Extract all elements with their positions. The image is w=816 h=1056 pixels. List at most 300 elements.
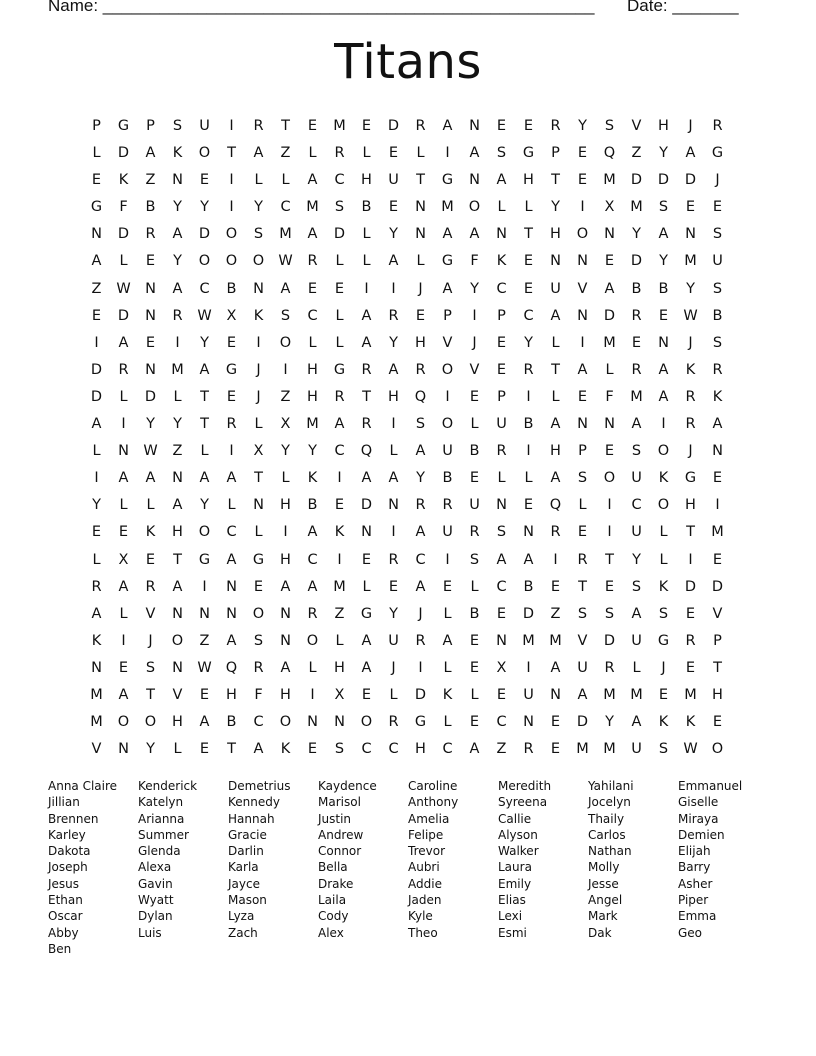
grid-letter: G	[117, 118, 130, 134]
grid-letter: C	[307, 307, 318, 324]
word-list-item: Gavin	[138, 876, 173, 891]
grid-letter: A	[550, 470, 561, 487]
grid-letter: S	[577, 605, 588, 622]
grid-letter: R	[469, 524, 480, 541]
grid-letter: O	[657, 497, 670, 514]
word-list-item	[588, 941, 678, 957]
grid-letter: A	[469, 145, 480, 162]
grid-letter: L	[308, 659, 317, 676]
grid-letter: X	[226, 307, 237, 324]
grid-letter: M	[171, 361, 184, 378]
grid-letter: L	[497, 470, 506, 487]
grid-letter: J	[418, 280, 423, 297]
word-list-item: Kennedy	[228, 795, 280, 810]
grid-letter: N	[91, 226, 102, 243]
grid-letter: L	[308, 145, 317, 162]
word-list-item: Hannah	[228, 811, 275, 826]
grid-letter: R	[415, 118, 426, 134]
grid-letter: A	[415, 443, 426, 460]
word-list-item: Elijah	[678, 844, 711, 859]
grid-letter: A	[388, 470, 399, 487]
grid-letter: L	[335, 253, 344, 270]
grid-letter: E	[415, 307, 426, 324]
grid-letter: O	[198, 145, 211, 162]
grid-letter: N	[523, 524, 534, 541]
grid-letter: H	[307, 361, 318, 378]
grid-letter: R	[415, 497, 426, 514]
grid-letter: L	[470, 686, 479, 703]
grid-letter: D	[657, 172, 670, 189]
grid-letter: C	[253, 714, 264, 731]
grid-letter: Y	[632, 226, 641, 243]
word-list-item: Ethan	[48, 893, 83, 908]
grid-letter: E	[334, 280, 345, 297]
grid-letter: K	[685, 714, 696, 731]
grid-letter: T	[551, 361, 560, 378]
grid-letter: I	[715, 497, 720, 514]
grid-letter: K	[118, 172, 129, 189]
grid-letter: D	[684, 578, 697, 595]
grid-letter: M	[603, 334, 616, 351]
grid-letter: E	[199, 686, 210, 703]
grid-letter: A	[118, 686, 129, 703]
grid-letter: N	[145, 307, 156, 324]
grid-letter: M	[603, 741, 616, 758]
grid-letter: Y	[605, 714, 614, 731]
grid-letter: G	[522, 145, 535, 162]
word-list-item: Andrew	[318, 827, 364, 842]
grid-letter: T	[173, 551, 182, 568]
grid-letter: V	[172, 686, 183, 703]
grid-letter: S	[334, 741, 345, 758]
word-list-item: Glenda	[138, 844, 181, 859]
grid-letter: R	[388, 551, 399, 568]
grid-letter: Y	[200, 334, 209, 351]
grid-letter: H	[334, 659, 345, 676]
grid-letter: I	[256, 334, 261, 351]
word-list-item: Lyza	[228, 909, 255, 924]
grid-letter: G	[441, 172, 454, 189]
grid-letter: E	[712, 199, 723, 216]
grid-letter: N	[577, 253, 588, 270]
grid-letter: A	[658, 388, 669, 405]
grid-letter: T	[524, 226, 533, 243]
grid-letter: R	[631, 361, 642, 378]
grid-letter: R	[334, 145, 345, 162]
grid-letter: E	[388, 199, 399, 216]
grid-letter: E	[253, 578, 264, 595]
grid-letter: H	[388, 388, 399, 405]
grid-letter: H	[550, 443, 561, 460]
grid-letter: A	[307, 226, 318, 243]
word-list-item: Wyatt	[138, 893, 174, 908]
grid-letter: I	[445, 145, 450, 162]
grid-letter: R	[388, 714, 399, 731]
grid-letter: H	[550, 226, 561, 243]
grid-letter: L	[443, 659, 452, 676]
grid-letter: F	[470, 253, 479, 270]
grid-letter: N	[469, 172, 480, 189]
grid-letter: U	[631, 470, 642, 487]
word-list-item: Yahilani	[588, 779, 634, 793]
grid-letter: A	[307, 172, 318, 189]
grid-letter: E	[523, 253, 534, 270]
grid-letter: I	[364, 280, 369, 297]
grid-letter: O	[306, 632, 319, 649]
grid-letter: D	[603, 307, 616, 324]
grid-letter: B	[523, 578, 534, 595]
word-list-item: Kaydence	[318, 779, 377, 793]
grid-letter: N	[496, 226, 507, 243]
grid-letter: V	[577, 632, 588, 649]
grid-letter: G	[441, 253, 454, 270]
grid-letter: I	[445, 388, 450, 405]
grid-letter: W	[278, 253, 293, 270]
grid-letter: O	[198, 524, 211, 541]
grid-letter: N	[523, 714, 534, 731]
grid-letter: E	[469, 632, 480, 649]
grid-letter: A	[388, 253, 399, 270]
grid-letter: A	[361, 334, 372, 351]
grid-letter: E	[361, 686, 372, 703]
grid-letter: N	[253, 280, 264, 297]
grid-letter: M	[90, 714, 103, 731]
grid-letter: A	[469, 226, 480, 243]
grid-letter: N	[415, 199, 426, 216]
word-list-item: Oscar	[48, 909, 83, 924]
word-list-item: Amelia	[408, 811, 450, 826]
word-list-item: Piper	[678, 893, 709, 908]
grid-letter: N	[577, 416, 588, 433]
grid-letter: T	[227, 145, 236, 162]
word-list-item: Miraya	[678, 811, 719, 826]
grid-letter: J	[472, 334, 477, 351]
grid-letter: A	[388, 361, 399, 378]
word-list-item: Meredith	[498, 779, 552, 793]
grid-letter: L	[470, 416, 479, 433]
grid-letter: R	[361, 416, 372, 433]
word-list-item: Bella	[318, 860, 348, 875]
grid-letter: Z	[550, 605, 561, 622]
grid-letter: N	[226, 605, 237, 622]
word-list-item: Abby	[48, 925, 79, 940]
grid-letter: E	[361, 118, 372, 134]
grid-letter: L	[119, 497, 128, 514]
word-list-item: Carlos	[588, 827, 626, 842]
grid-letter: L	[92, 443, 101, 460]
grid-letter: Z	[496, 741, 507, 758]
grid-letter: Y	[551, 199, 560, 216]
grid-letter: D	[198, 226, 211, 243]
word-list-item: Luis	[138, 925, 162, 940]
grid-letter: G	[657, 632, 670, 649]
grid-letter: Y	[659, 253, 668, 270]
grid-letter: O	[171, 632, 184, 649]
grid-letter: R	[604, 659, 615, 676]
word-list-item: Jesus	[48, 876, 80, 891]
word-list-item	[318, 941, 408, 957]
grid-letter: A	[280, 578, 291, 595]
grid-letter: E	[523, 118, 534, 134]
grid-letter: O	[279, 714, 292, 731]
grid-letter: Z	[280, 388, 291, 405]
grid-letter: I	[121, 416, 126, 433]
grid-letter: H	[415, 741, 426, 758]
grid-letter: N	[118, 741, 129, 758]
grid-letter: G	[333, 361, 346, 378]
grid-letter: E	[91, 307, 102, 324]
word-list-item: Asher	[678, 876, 713, 891]
grid-letter: C	[523, 307, 534, 324]
grid-letter: G	[360, 605, 373, 622]
word-list-item: Summer	[138, 827, 189, 842]
grid-letter: B	[226, 280, 237, 297]
grid-letter: Z	[91, 280, 102, 297]
grid-letter: A	[550, 416, 561, 433]
grid-letter: U	[631, 741, 642, 758]
grid-letter: R	[145, 578, 156, 595]
grid-letter: H	[712, 686, 723, 703]
grid-letter: E	[226, 334, 237, 351]
word-list-item: Elias	[498, 893, 526, 908]
grid-letter: J	[418, 605, 423, 622]
grid-letter: E	[523, 497, 534, 514]
grid-letter: T	[713, 659, 722, 676]
grid-letter: A	[415, 578, 426, 595]
grid-letter: H	[280, 497, 291, 514]
grid-letter: D	[711, 578, 724, 595]
grid-letter: A	[280, 280, 291, 297]
word-list-item: Gracie	[228, 827, 267, 842]
grid-letter: Y	[92, 497, 101, 514]
grid-letter: R	[550, 118, 561, 134]
grid-letter: I	[472, 307, 477, 324]
grid-letter: I	[661, 416, 666, 433]
grid-letter: E	[496, 686, 507, 703]
grid-letter: W	[197, 659, 212, 676]
grid-letter: A	[442, 118, 453, 134]
grid-letter: J	[688, 118, 693, 134]
grid-letter: R	[118, 361, 129, 378]
word-list-item: Syreena	[498, 795, 548, 810]
grid-letter: E	[469, 388, 480, 405]
grid-letter: M	[711, 524, 724, 541]
grid-letter: O	[252, 253, 265, 270]
word-list-item: Esmi	[498, 925, 527, 940]
grid-letter: L	[443, 605, 452, 622]
grid-letter: L	[524, 199, 533, 216]
grid-letter: D	[576, 714, 589, 731]
grid-letter: A	[469, 741, 480, 758]
word-list-item: Walker	[498, 844, 539, 859]
grid-letter: A	[118, 334, 129, 351]
grid-letter: I	[418, 659, 423, 676]
grid-letter: A	[631, 714, 642, 731]
word-list-item: Cody	[318, 909, 349, 924]
grid-letter: Y	[173, 199, 182, 216]
grid-letter: E	[496, 334, 507, 351]
grid-letter: B	[361, 199, 372, 216]
grid-letter: A	[172, 226, 183, 243]
grid-letter: A	[604, 280, 615, 297]
grid-letter: W	[197, 307, 212, 324]
grid-letter: Y	[389, 226, 398, 243]
grid-letter: A	[361, 307, 372, 324]
grid-letter: B	[469, 605, 480, 622]
grid-letter: M	[333, 578, 346, 595]
grid-letter: S	[631, 443, 642, 460]
grid-letter: A	[523, 551, 534, 568]
grid-letter: L	[119, 388, 128, 405]
grid-letter: A	[361, 470, 372, 487]
grid-letter: A	[577, 361, 588, 378]
grid-letter: E	[199, 741, 210, 758]
grid-letter: S	[712, 226, 723, 243]
grid-letter: D	[630, 253, 643, 270]
grid-letter: T	[551, 172, 560, 189]
grid-letter: L	[659, 551, 668, 568]
grid-letter: M	[684, 253, 697, 270]
grid-letter: D	[684, 172, 697, 189]
grid-letter: E	[199, 172, 210, 189]
grid-letter: S	[496, 524, 507, 541]
grid-letter: N	[577, 307, 588, 324]
grid-letter: L	[335, 334, 344, 351]
grid-letter: E	[145, 551, 156, 568]
grid-letter: R	[334, 388, 345, 405]
grid-letter: E	[550, 714, 561, 731]
grid-letter: A	[712, 416, 723, 433]
grid-letter: L	[308, 334, 317, 351]
grid-letter: N	[658, 334, 669, 351]
grid-letter: E	[604, 578, 615, 595]
grid-letter: K	[172, 145, 183, 162]
grid-letter: E	[442, 578, 453, 595]
word-list-item: Laila	[318, 893, 347, 908]
grid-letter: E	[523, 280, 534, 297]
grid-letter: S	[253, 632, 264, 649]
grid-letter: J	[688, 334, 693, 351]
grid-letter: A	[145, 470, 156, 487]
grid-letter: S	[469, 551, 480, 568]
grid-letter: S	[334, 199, 345, 216]
word-list-item: Demetrius	[228, 779, 291, 793]
grid-letter: A	[550, 307, 561, 324]
grid-letter: R	[226, 416, 237, 433]
grid-letter: R	[685, 388, 696, 405]
grid-letter: T	[605, 551, 614, 568]
grid-letter: R	[712, 361, 723, 378]
grid-letter: N	[685, 226, 696, 243]
grid-letter: Y	[254, 199, 263, 216]
grid-letter: N	[496, 497, 507, 514]
grid-letter: E	[604, 443, 615, 460]
grid-letter: M	[630, 388, 643, 405]
grid-letter: S	[604, 118, 615, 134]
grid-letter: I	[580, 199, 585, 216]
grid-letter: J	[391, 659, 396, 676]
grid-letter: R	[523, 361, 534, 378]
grid-letter: A	[199, 361, 210, 378]
grid-letter: Z	[334, 605, 345, 622]
grid-letter: N	[469, 118, 480, 134]
grid-letter: S	[280, 307, 291, 324]
grid-letter: U	[442, 443, 453, 460]
word-list-item: Addie	[408, 876, 442, 891]
grid-letter: O	[117, 714, 130, 731]
grid-letter: I	[229, 199, 234, 216]
grid-letter: L	[362, 145, 371, 162]
grid-letter: J	[715, 172, 720, 189]
word-list-item: Emily	[498, 876, 532, 891]
grid-letter: F	[254, 686, 263, 703]
grid-letter: E	[469, 470, 480, 487]
word-list-item: Geo	[678, 925, 703, 940]
grid-letter: O	[360, 714, 373, 731]
grid-letter: E	[496, 605, 507, 622]
grid-letter: S	[577, 470, 588, 487]
grid-letter: C	[361, 741, 372, 758]
grid-letter: E	[550, 578, 561, 595]
word-list-item: Mark	[588, 909, 618, 924]
grid-letter: Y	[416, 470, 425, 487]
grid-letter: S	[172, 118, 183, 134]
grid-letter: L	[578, 497, 587, 514]
grid-letter: U	[388, 632, 399, 649]
grid-letter: N	[145, 361, 156, 378]
grid-letter: Y	[632, 551, 641, 568]
grid-letter: K	[307, 470, 318, 487]
grid-letter: E	[307, 280, 318, 297]
grid-letter: I	[229, 118, 234, 134]
grid-letter: K	[496, 253, 507, 270]
grid-letter: A	[658, 361, 669, 378]
grid-letter: N	[388, 497, 399, 514]
grid-letter: E	[307, 118, 318, 134]
word-list-item: Theo	[408, 925, 438, 940]
grid-letter: A	[91, 605, 102, 622]
grid-letter: O	[576, 226, 589, 243]
grid-letter: O	[225, 226, 238, 243]
name-field-label: Name: ____________________________________________________	[48, 0, 595, 15]
grid-letter: I	[688, 551, 693, 568]
grid-letter: P	[497, 307, 506, 324]
grid-letter: A	[118, 578, 129, 595]
grid-letter: V	[577, 280, 588, 297]
grid-letter: O	[225, 253, 238, 270]
grid-letter: L	[200, 443, 209, 460]
grid-letter: L	[497, 199, 506, 216]
word-list-item: Jillian	[48, 795, 80, 810]
grid-letter: G	[225, 361, 238, 378]
grid-letter: A	[172, 578, 183, 595]
word-list-item: Connor	[318, 844, 362, 859]
grid-letter: C	[199, 280, 210, 297]
grid-letter: I	[526, 443, 531, 460]
grid-letter: Y	[308, 443, 317, 460]
grid-letter: K	[712, 388, 723, 405]
grid-letter: E	[577, 388, 588, 405]
grid-letter: I	[229, 172, 234, 189]
grid-letter: G	[711, 145, 724, 162]
grid-letter: A	[658, 226, 669, 243]
grid-letter: A	[631, 416, 642, 433]
grid-letter: A	[253, 145, 264, 162]
grid-letter: E	[91, 524, 102, 541]
grid-letter: G	[198, 551, 211, 568]
grid-letter: Y	[524, 334, 533, 351]
grid-letter: L	[227, 497, 236, 514]
